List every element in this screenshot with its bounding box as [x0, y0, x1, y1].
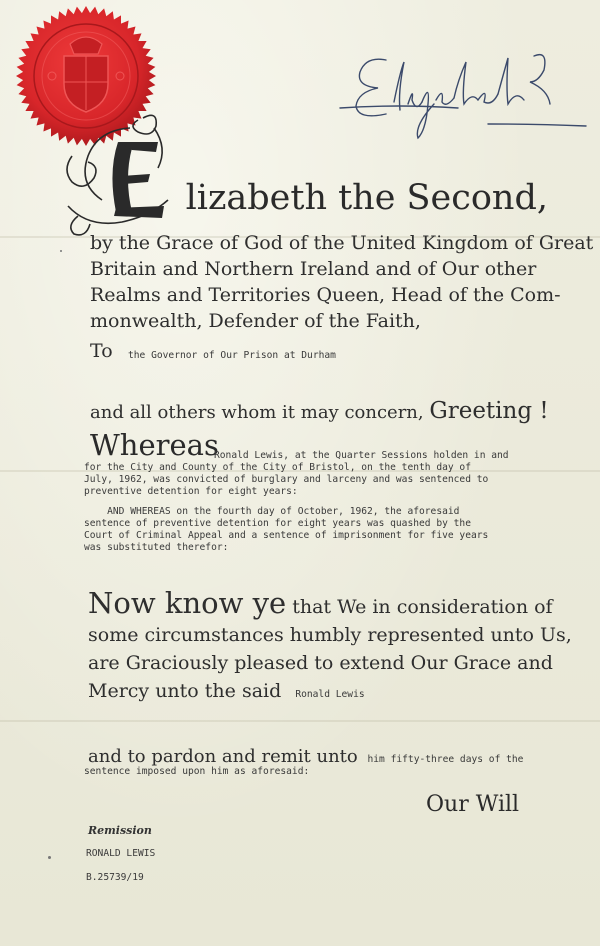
- addressee-text: the Governor of Our Prison at Durham: [128, 350, 336, 361]
- signature-icon: [338, 42, 588, 152]
- pardon-typed-line: sentence imposed upon him as aforesaid:: [84, 766, 310, 777]
- whereas-line: July, 1962, was convicted of burglary and larceny and was sentenced to: [84, 474, 489, 485]
- ink-speck: [48, 856, 51, 859]
- pardon-line: [88, 746, 523, 767]
- ornamental-initial-icon: [58, 108, 188, 238]
- addressee-label: To: [90, 340, 113, 362]
- pardoned-name: Ronald Lewis: [295, 689, 365, 700]
- whereas-second-line: was substituted therefor:: [84, 542, 229, 553]
- mercy-text: Mercy unto the said: [88, 680, 282, 702]
- pardon-typed: him fifty-three days of the: [367, 754, 524, 765]
- sovereign-title: [160, 178, 548, 218]
- style-line: monwealth, Defender of the Faith,: [90, 310, 421, 332]
- others-text: and all others whom it may concern,: [90, 402, 424, 423]
- nowknow-heading: Now know ye: [88, 586, 287, 620]
- footer-reference: B.25739/19: [86, 872, 144, 883]
- pardon-text: and to pardon and remit unto: [88, 746, 358, 767]
- nowknow-rest: that We in consideration of: [286, 596, 553, 618]
- whereas-second-line: AND WHEREAS on the fourth day of October, 1962, the aforesaid: [84, 506, 460, 517]
- greeting-line: [90, 398, 549, 424]
- nowknow-line: are Graciously pleased to extend Our Grace and: [88, 652, 553, 674]
- initial-letter: [160, 178, 186, 218]
- style-line: by the Grace of God of the United Kingdom of Great: [90, 232, 594, 254]
- greeting-word: Greeting !: [429, 398, 549, 424]
- nowknow-last-line: [88, 680, 538, 702]
- style-line: Britain and Northern Ireland and of Our other: [90, 258, 537, 280]
- whereas-line: preventive detention for eight years:: [84, 486, 298, 497]
- footer-name: RONALD LEWIS: [86, 848, 156, 859]
- ink-speck: [60, 250, 62, 252]
- nowknow-first-line: [88, 586, 553, 620]
- whereas-heading: Whereas: [90, 428, 219, 462]
- remission-label: Remission: [88, 824, 152, 837]
- style-line: Realms and Territories Queen, Head of the Com-: [90, 284, 561, 306]
- nowknow-line: some circumstances humbly represented unto Us,: [88, 624, 572, 646]
- whereas-first-line: Ronald Lewis, at the Quarter Sessions holden in and: [214, 450, 509, 461]
- whereas-line: for the City and County of the City of Bristol, on the tenth day of: [84, 462, 471, 473]
- whereas-second-line: sentence of preventive detention for eight years was quashed by the: [84, 518, 471, 529]
- closing-our-will: Our Will: [426, 792, 520, 817]
- whereas-second-line: Court of Criminal Appeal and a sentence of imprisonment for five years: [84, 530, 489, 541]
- title-text: lizabeth the Second,: [185, 178, 548, 218]
- fold-line: [0, 720, 600, 722]
